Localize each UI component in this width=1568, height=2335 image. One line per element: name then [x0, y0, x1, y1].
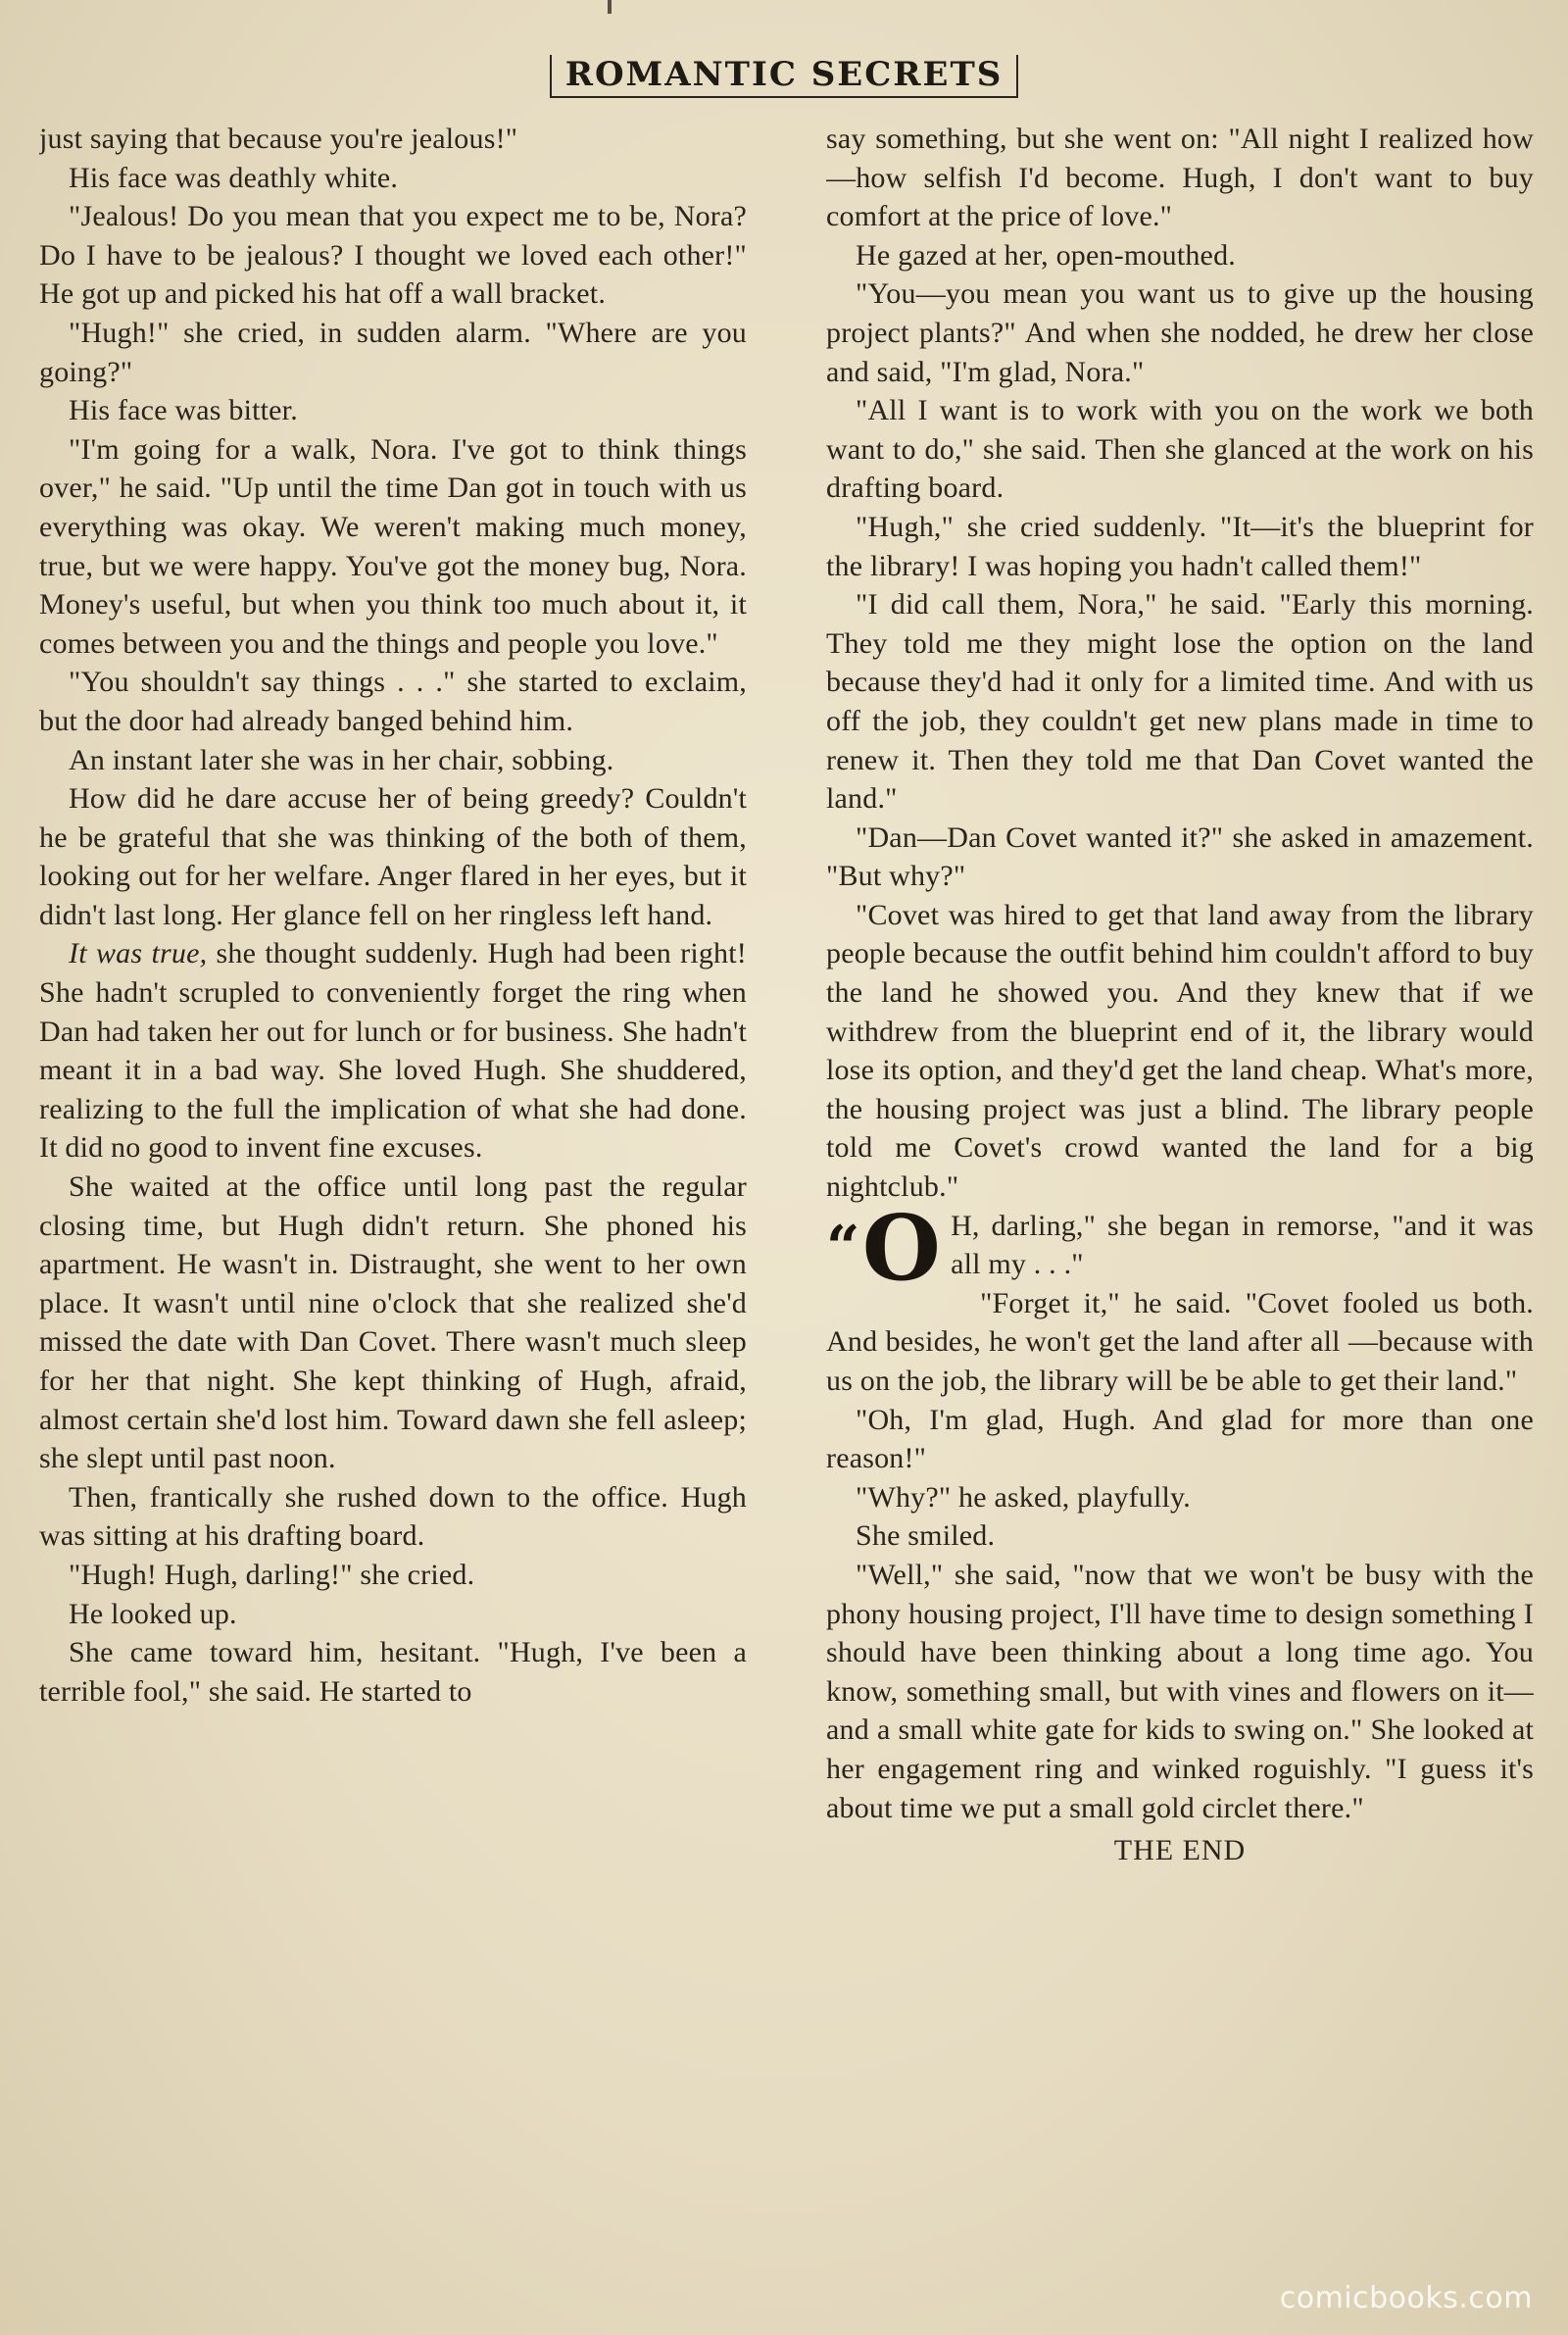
masthead	[0, 55, 1568, 98]
right-text-column	[826, 120, 1534, 2208]
drop-cap-quote: “	[826, 1213, 860, 1282]
paragraph	[39, 934, 747, 1168]
paragraph	[826, 1478, 1534, 1517]
paragraph-text: "You—you mean you want us to give up the housing project plants?" And when she nodded, he drew her close and said, "I'm glad, Nora."	[826, 277, 1534, 388]
paragraph-text: An instant later she was in her chair, sobbing.	[69, 743, 614, 776]
paragraph	[39, 741, 747, 780]
paragraph	[39, 391, 747, 430]
paragraph	[826, 1401, 1534, 1478]
paragraph	[826, 585, 1534, 819]
paragraph-text: "Well," she said, "now that we won't be busy with the phony housing project, I'll have time to design something I should have been thinking about a long time ago. You know, something small, but with vines and flowers on it—and a small white gate for kids to swing on." She looked at her engagement ring and winked roguishly. "I guess it's about time we put a small gold circlet there."	[826, 1558, 1534, 1824]
paragraph-text: She waited at the office until long past the regular closing time, but Hugh didn't return. She phoned his apartment. He wasn't in. Distraught, she went to her own place. It wasn't until nine o'clock that she realized she'd missed the date with Dan Covet. There wasn't much sleep for her that night. She kept thinking of Hugh, afraid, almost certain she'd lost him. Toward dawn she fell asleep; she slept until past noon.	[39, 1170, 747, 1475]
paragraph-text: He gazed at her, open-mouthed.	[856, 238, 1236, 272]
paragraph-text: "I'm going for a walk, Nora. I've got to think things over," he said. "Up until the time Dan got in touch with us everything was okay. We weren't making much money, true, but we were happy. You've got the money bug, Nora. Money's useful, but when you think too much about it, it comes between you and the things and people you love."	[39, 432, 747, 660]
paragraph-text: "Covet was hired to get that land away from the library people because the outfit behind him couldn't afford to buy the land he showed you. And they knew that if we withdrew from the blueprint end of it, the library would lose its option, and they'd get the land cheap. What's more, the housing project was just a blind. The library people told me Covet's crowd wanted the land for a big nightclub."	[826, 898, 1534, 1204]
paragraph	[39, 663, 747, 740]
drop-cap-letter: O	[861, 1194, 942, 1301]
watermark: comicbooks.com	[1279, 2281, 1533, 2315]
paragraph-text: She came toward him, hesitant. "Hugh, I've been a terrible fool," she said. He started to	[39, 1636, 747, 1708]
paragraph	[39, 159, 747, 198]
paragraph	[826, 391, 1534, 508]
paragraph-text: His face was deathly white.	[69, 161, 399, 194]
paragraph-text: she thought suddenly. Hugh had been right! She hadn't scrupled to conveniently forget the ring when Dan had taken her out for lunch or for business. She hadn't meant it in a bad way. She loved Hugh. She shuddered, realizing to the full the implication of what she had done. It did no good to invent fine excuses.	[39, 937, 747, 1165]
top-print-mark	[608, 0, 612, 14]
paragraph-text: H, darling," she began in remorse, "and it was all my . . ."	[951, 1209, 1534, 1281]
paragraph-text: "Oh, I'm glad, Hugh. And glad for more than one reason!"	[826, 1403, 1534, 1475]
paragraph-text: "Jealous! Do you mean that you expect me to be, Nora? Do I have to be jealous? I thought we loved each other!" He got up and picked his hat off a wall bracket.	[39, 200, 747, 311]
paragraph-text: say something, but she went on: "All night I realized how—how selfish I'd become. Hugh, I don't want to buy comfort at the price of love."	[826, 123, 1534, 233]
paragraph	[39, 430, 747, 664]
paragraph-text: "I did call them, Nora," he said. "Early this morning. They told me they might lose the option on the land because they'd had it only for a limited time. And with us off the job, they couldn't get new plans made in time to renew it. Then they told me that Dan Covet wanted the land."	[826, 588, 1534, 816]
paragraph-text: "Hugh! Hugh, darling!" she cried.	[69, 1558, 475, 1591]
left-text-column	[39, 120, 747, 2208]
paragraph	[39, 1556, 747, 1595]
paragraph	[39, 779, 747, 934]
paragraph-text: Then, frantically she rushed down to the office. Hugh was sitting at his drafting board.	[39, 1480, 747, 1553]
paragraph	[39, 1478, 747, 1556]
paragraph-text: "All I want is to work with you on the work we both want to do," she said. Then she glanced at the work on his drafting board.	[826, 394, 1534, 505]
paragraph	[826, 896, 1534, 1207]
paragraph-text: just saying that because you're jealous!"	[39, 123, 518, 155]
paragraph	[826, 1556, 1534, 1827]
paragraph-text: She smiled.	[856, 1519, 996, 1553]
paragraph	[826, 120, 1534, 236]
paragraph	[39, 1633, 747, 1711]
the-end-label: THE END	[1113, 1834, 1247, 1867]
paragraph	[826, 1194, 1534, 1301]
paragraph-text: "Dan—Dan Covet wanted it?" she asked in amazement. "But why?"	[826, 820, 1534, 893]
paragraph	[826, 1284, 1534, 1401]
page-title: ROMANTIC SECRETS	[550, 55, 1019, 98]
paragraph-text: "Forget it," he said. "Covet fooled us both. And besides, he won't get the land after all —because with us on the job, the library will be be able to get their land."	[826, 1286, 1534, 1397]
paragraph-text: "You shouldn't say things . . ." she started to exclaim, but the door had already banged behind him.	[39, 666, 747, 737]
paragraph	[39, 197, 747, 314]
paragraph	[39, 120, 747, 159]
paragraph	[39, 314, 747, 391]
paragraph	[39, 1168, 747, 1478]
paragraph-text: He looked up.	[69, 1597, 237, 1630]
paragraph	[826, 236, 1534, 275]
paragraph	[826, 274, 1534, 391]
paragraph-text: "Hugh!" she cried, in sudden alarm. "Where are you going?"	[39, 316, 747, 388]
paragraph-text: How did he dare accuse her of being greedy? Couldn't he be grateful that she was thinking of the both of them, looking out for her welfare. Anger flared in her eyes, but it didn't last long. Her glance fell on her ringless left hand.	[39, 782, 747, 931]
paragraph	[826, 1516, 1534, 1556]
paragraph-text: "Why?" he asked, playfully.	[856, 1480, 1192, 1514]
paragraph-text: His face was bitter.	[69, 394, 298, 427]
paragraph	[826, 508, 1534, 585]
drop-cap	[826, 1194, 942, 1301]
paragraph-text: "Hugh," she cried suddenly. "It—it's the blueprint for the library! I was hoping you hadn't called them!"	[826, 510, 1534, 582]
paragraph	[826, 819, 1534, 896]
emphasis-text: It was true,	[69, 937, 208, 970]
paragraph	[39, 1595, 747, 1634]
